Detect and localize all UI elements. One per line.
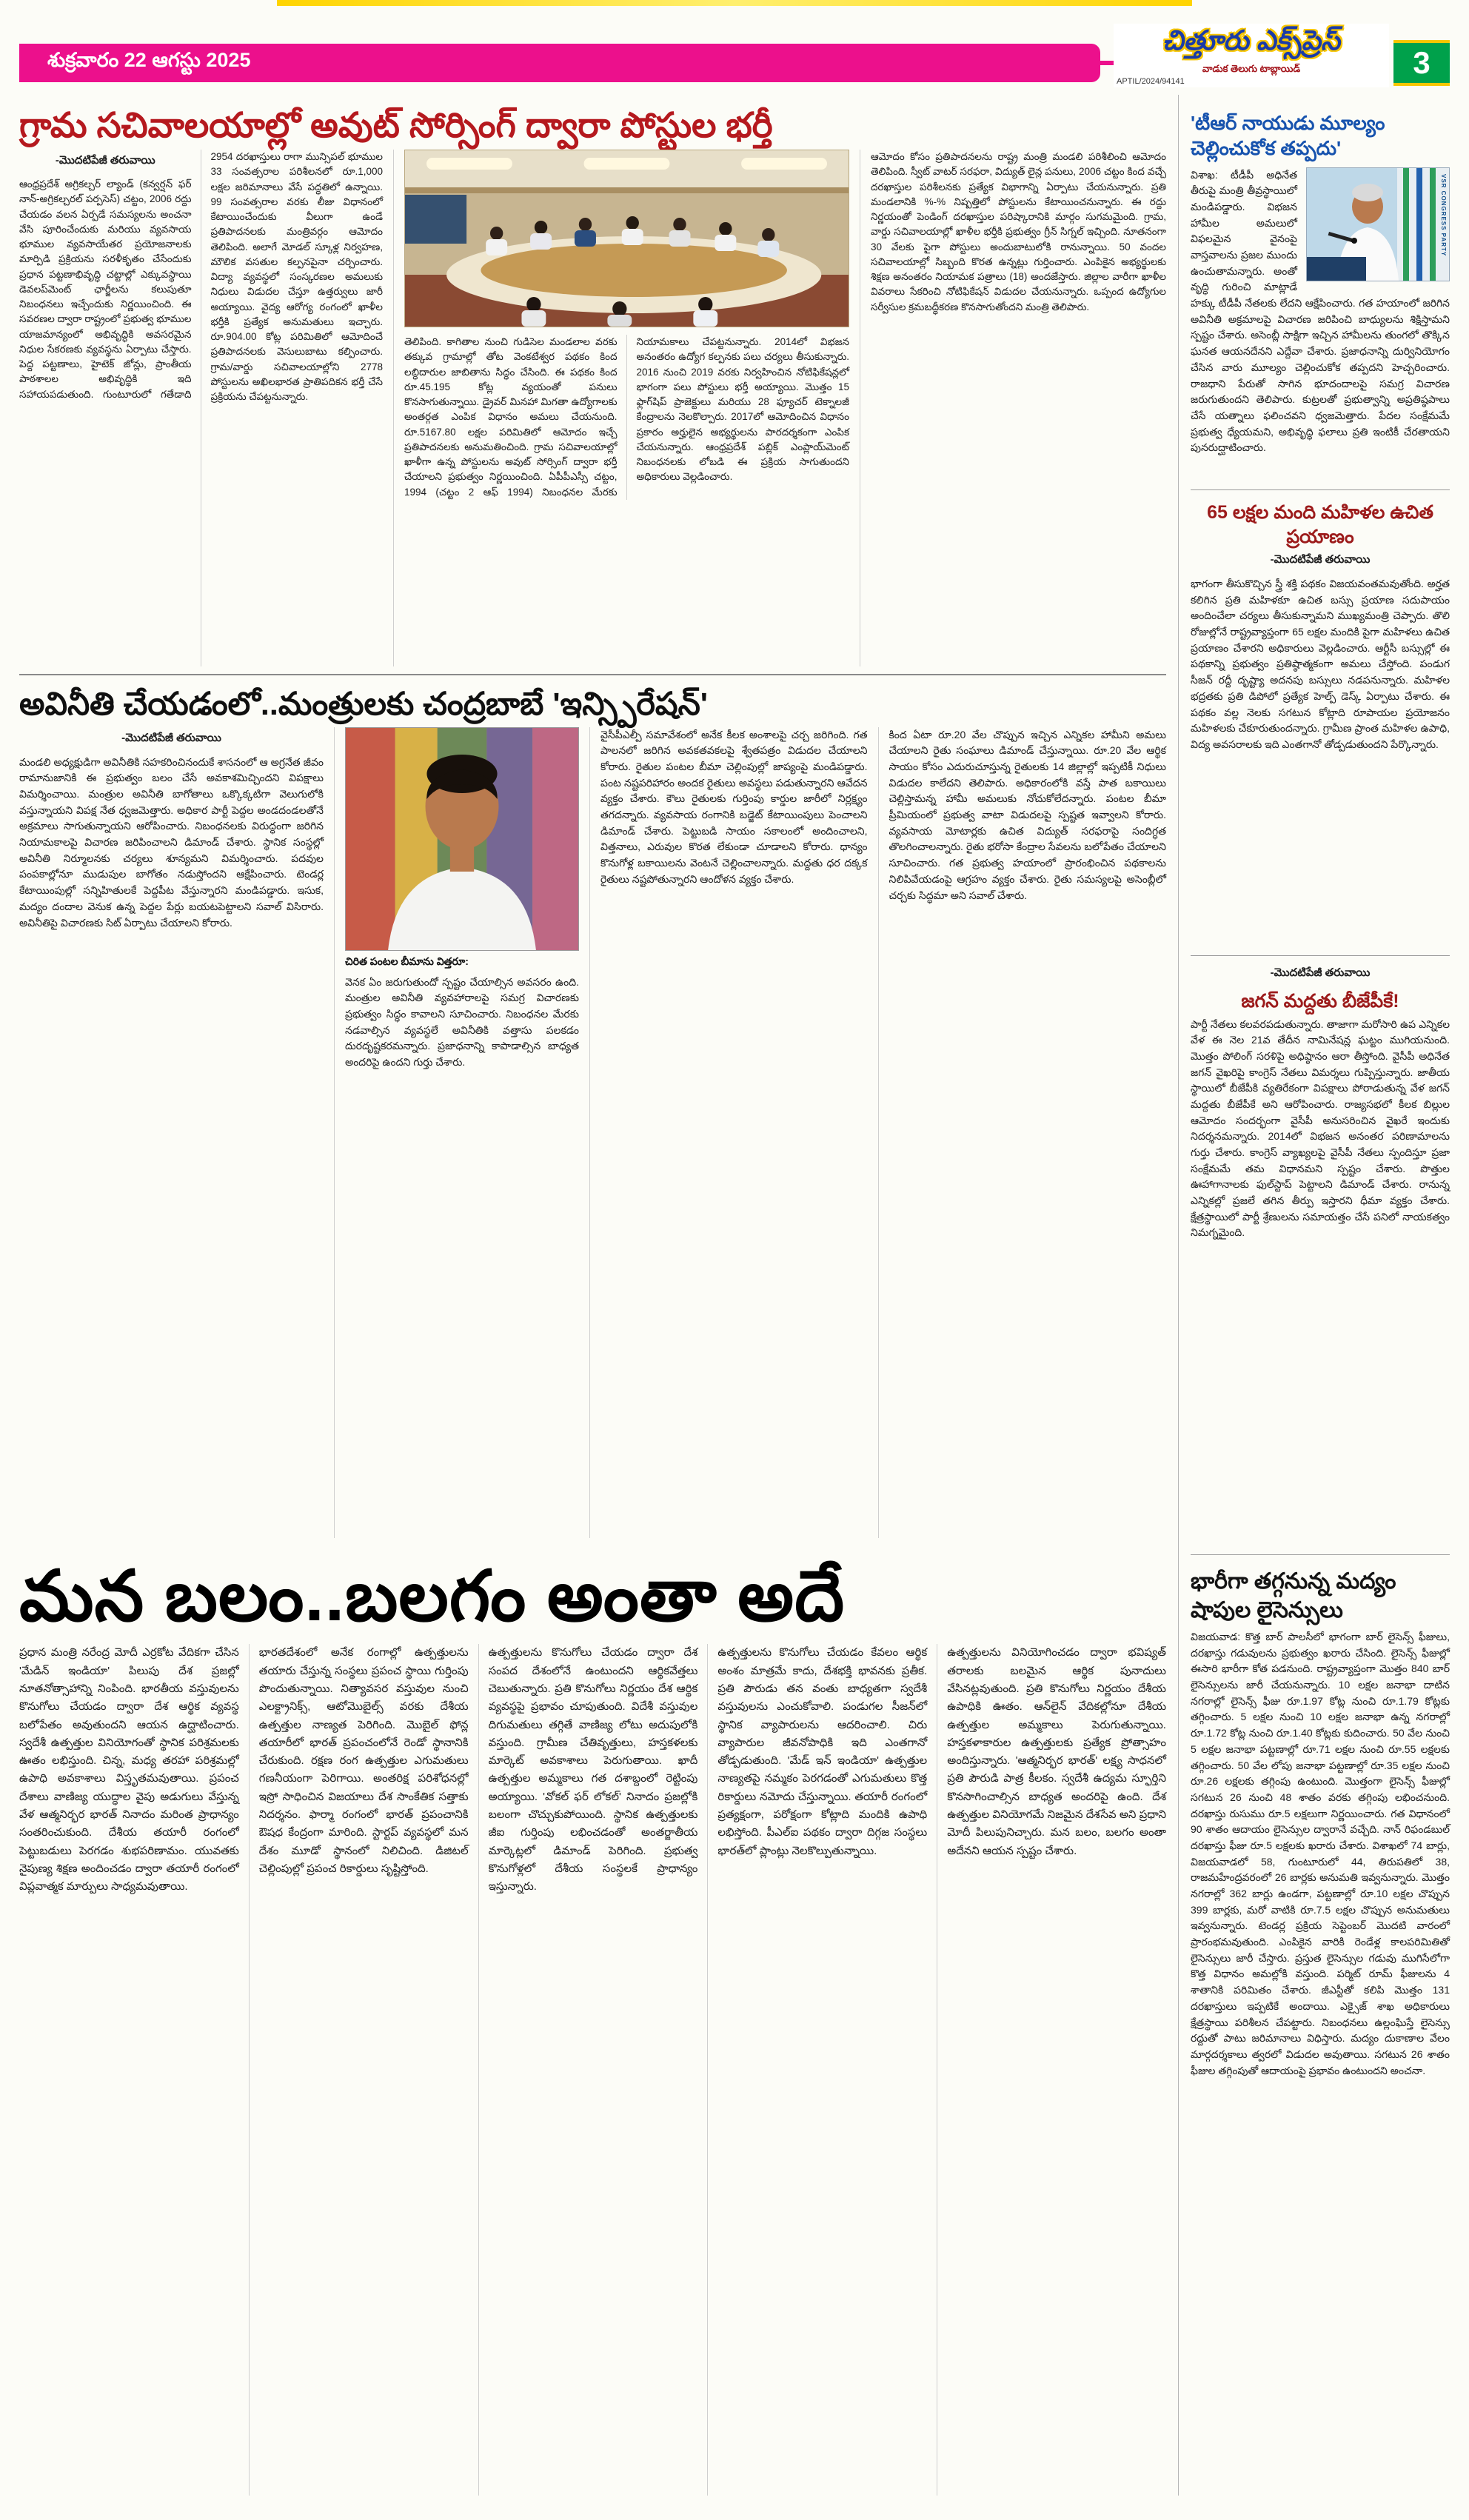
portrait-photo-art <box>346 728 578 950</box>
article-liquor-licenses <box>1191 1554 1450 2079</box>
article-column-4: ఉత్పత్తులను కొనుగోలు చేయడం కేవలం ఆర్థిక అంశం మాత్రమే కాదు, దేశభక్తి భావనకు ప్రతీక. ప్రతి పౌరుడు తన వంతు బాధ్యతగా స్వదేశీ వస్తువులను ఎంచుకోవాలి. పండుగల సీజన్‌లో స్థానిక వ్యాపారులను ఆదరించాలి. చిరు వ్యాపారుల జీవనోపాధికి ఇది ఎంతగానో తోడ్పడుతుంది. 'మేడ్ ఇన్ ఇండియా' ఉత్పత్తుల నాణ్యతపై నమ్మకం పెరగడంతో ఎగుమతులు కొత్త రికార్డులు నమోదు చేస్తున్నాయి. తయారీ రంగంలో ప్రత్యక్షంగా, పరోక్షంగా కోట్లాది మందికి ఉపాధి లభిస్తోంది. పీఎల్ఐ పథకం ద్వారా దిగ్గజ సంస్థలు భారత్‌లో ప్లాంట్లు నెలకొల్పుతున్నాయి. <box>707 1644 937 2496</box>
article-column-5: ఉత్పత్తులను వినియోగించడం ద్వారా భవిష్యత్ తరాలకు బలమైన ఆర్థిక పునాదులు వేసినట్లవుతుంది. ప్రతి కొనుగోలు నిర్ణయం దేశీయ ఉపాధికి ఊతం. ఆన్‌లైన్ వేదికల్లోనూ దేశీయ ఉత్పత్తుల అమ్మకాలు పెరుగుతున్నాయి. హస్తకళాకారుల ఉత్పత్తులకు ప్రత్యేక ప్రోత్సాహం అందిస్తున్నారు. 'ఆత్మనిర్భర భారత్' లక్ష్య సాధనలో ప్రతి పౌరుడి పాత్ర కీలకం. స్వదేశీ ఉద్యమ స్ఫూర్తిని కొనసాగించాల్సిన బాధ్యత అందరిపై ఉంది. దేశ ఉత్పత్తుల వినియోగమే నిజమైన దేశసేవ అని ప్రధాని మోదీ పిలుపునిచ్చారు. మన బలం, బలగం అంతా అదేనని ఆయన స్పష్టం చేశారు. <box>937 1644 1166 2496</box>
speaker-podium-photo <box>1306 167 1450 281</box>
paper-logo <box>1114 24 1389 87</box>
article-text: భాగంగా తీసుకొచ్చిన స్త్రీ శక్తి పథకం విజయవంతమవుతోంది. అర్హత కలిగిన ప్రతి మహిళకూ ఉచిత బస్సు ప్రయాణ సదుపాయం అందించేలా చర్యలు తీసుకున్నామని ముఖ్యమంత్రి చెప్పారు. తొలి రోజుల్లోనే రాష్ట్రవ్యాప్తంగా 65 లక్షల మందికి పైగా మహిళలు ఉచిత ప్రయాణం చేశారని అధికారులు వెల్లడించారు. ఆర్టీసీ బస్సుల్లో ఈ పథకాన్ని ప్రభుత్వం ప్రతిష్ఠాత్మకంగా అమలు చేస్తోంది. పండుగ సీజన్ రద్దీ దృష్ట్యా అదనపు బస్సులు నడపనున్నారు. మహిళల భద్రతకు ప్రతి డిపోలో ప్రత్యేక హెల్ప్ డెస్క్ ఏర్పాటు చేశారు. ఈ పథకం వల్ల నెలకు సగటున కోట్లాది రూపాయల ప్రయోజనం మహిళలకు చేకూరుతుందన్నారు. గ్రామీణ ప్రాంత మహిళల ఉపాధి, విద్య అవసరాలకు ఇది ఎంతగానో తోడ్పడుతుందని పేర్కొన్నారు. <box>1191 578 1450 750</box>
article-headline: మన బలం..బలగం అంతా అదే <box>19 1557 846 1636</box>
article-column-left <box>19 150 393 666</box>
article-column-1: ప్రధాన మంత్రి నరేంద్ర మోదీ ఎర్రకోట వేదికగా చేసిన 'మేడిన్ ఇండియా' పిలుపు దేశ ప్రజల్లో నూతనోత్సాహాన్ని నింపింది. భారతీయ వస్తువులను కొనుగోలు చేయడం ద్వారా దేశ ఆర్థిక వ్యవస్థ బలోపేతం అవుతుందని ఆయన ఉద్ఘాటించారు. స్వదేశీ ఉత్పత్తుల వినియోగంతో స్థానిక పరిశ్రమలకు ఊతం లభిస్తుంది. చిన్న, మధ్య తరహా పరిశ్రమల్లో ఉపాధి అవకాశాలు విస్తృతమవుతాయి. ప్రపంచ దేశాలు వాణిజ్య యుద్ధాల వైపు అడుగులు వేస్తున్న వేళ ఆత్మనిర్భర భారత్ నినాదం మరింత ప్రాధాన్యం సంతరించుకుంది. దేశీయ తయారీ రంగంలో పెట్టుబడులు పెరగడం శుభపరిణామం. యువతకు నైపుణ్య శిక్షణ అందించడం ద్వారా తయారీ రంగంలో విప్లవాత్మక మార్పులు సాధ్యమవుతాయి. <box>19 1646 239 1894</box>
article-text: పార్టీ నేతలు కలవరపడుతున్నారు. తాజాగా మరోసారి ఉప ఎన్నికల వేళ ఈ నెల 21వ తేదీన నామినేషన్ల ఘట్టం ముగియనుంది. మొత్తం పోలింగ్ సరళిపై అధిష్ఠానం ఆరా తీస్తోంది. వైసీపీ అధినేత జగన్ వైఖరిపై కాంగ్రెస్ నేతలు విమర్శలు గుప్పిస్తున్నారు. జాతీయ స్థాయిలో బీజేపీకి వ్యతిరేకంగా విపక్షాలు పోరాడుతున్న వేళ జగన్ మద్దతు బీజేపీకే అని ఆరోపించారు. రాజ్యసభలో కీలక బిల్లుల ఆమోదం సందర్భంగా వైసీపీ అనుసరించిన వైఖరే ఇందుకు నిదర్శనమన్నారు. 2014లో విభజన అనంతర పరిణామాలను గుర్తు చేశారు. కాంగ్రెస్ వ్యాఖ్యలపై వైసీపీ నేతలు స్పందిస్తూ ప్రజా సంక్షేమమే తమ విధానమని స్పష్టం చేశారు. పొత్తుల ఊహాగానాలకు ఫుల్‌స్టాప్ పెట్టాలని డిమాండ్ చేశారు. రానున్న ఎన్నికల్లో ప్రజలే తగిన తీర్పు ఇస్తారని ధీమా వ్యక్తం చేశారు. క్షేత్రస్థాయిలో పార్టీ శ్రేణులను సమాయత్తం చేసే పనిలో నాయకత్వం నిమగ్నమైంది. <box>1191 1017 1450 1239</box>
page-number-badge <box>1393 40 1450 86</box>
continued-byline: -మొదటిపేజీ తరువాయి <box>1270 553 1371 566</box>
article-text: వెనక ఏం జరుగుతుందో స్పష్టం చేయాల్సిన అవసరం ఉంది. మంత్రుల అవినీతి వ్యవహారాలపై సమగ్ర విచారణకు ప్రభుత్వం సిద్ధం కావాలని సూచించారు. నిబంధనల మేరకు నడవాల్సిన వ్యవస్థలే అవినీతికి వత్తాసు పలకడం దురదృష్టకరమన్నారు. ప్రజాధనాన్ని కాపాడాల్సిన బాధ్యత అందరిపై ఉందని గుర్తు చేశారు. <box>345 975 579 1069</box>
article-headline: భారీగా తగ్గనున్న మద్యం షాపుల లైసెన్సులు <box>1191 1569 1396 1622</box>
page-content <box>19 95 1450 2496</box>
article-text: విశాఖ: టీడీపీ అధినేత తీరుపై మంత్రి తీవ్రస్థాయిలో మండిపడ్డారు. విభజన హామీల అమలులో విఫలమైన వైనంపై వాస్తవాలను ప్రజల ముందు ఉంచుతామన్నారు. అంతో వృద్ధి గురించి మాట్లాడే హక్కు టీడీపీ నేతలకు లేదని ఆక్షేపించారు. గత హయాంలో జరిగిన అవినీతి అక్రమాలపై విచారణ జరిపించి బాధ్యులను శిక్షిస్తామని స్పష్టం చేశారు. అసెంబ్లీ సాక్షిగా ఇచ్చిన హామీలను తుంగలో తొక్కిన ఘనత ఆయనదేనని ఎద్దేవా చేశారు. ప్రజాధనాన్ని దుర్వినియోగం చేసిన వారు మూల్యం చెల్లించుకోక తప్పదని హెచ్చరించారు. రాజధాని పేరుతో సాగిన భూదందాలపై సమగ్ర విచారణ జరుగుతుందని తెలిపారు. కుట్రలతో ప్రభుత్వాన్ని అప్రతిష్ఠపాలు చేసే యత్నాలు ఫలించవని ధ్వజమెత్తారు. పేదల సంక్షేమమే ప్రభుత్వ ధ్యేయమని, అభివృద్ధి ఫలాలు ప్రతి ఇంటికీ చేరతాయని పునరుద్ఘాటించారు. <box>1191 168 1450 454</box>
article-photo-column <box>334 727 589 1538</box>
article-naidu <box>1191 102 1450 482</box>
article-column-3: వైసీపీఎల్పీ సమావేశంలో అనేక కీలక అంశాలపై చర్చ జరిగింది. గత పాలనలో జరిగిన అవకతవకలపై శ్వేతపత్రం విడుదల చేయాలని కోరారు. రైతుల పంటల బీమా చెల్లింపుల్లో జాప్యంపై మండిపడ్డారు. పంట నష్టపరిహారం అందక రైతులు అవస్థలు పడుతున్నారని ఆవేదన వ్యక్తం చేశారు. కౌలు రైతులకు గుర్తింపు కార్డుల జారీలో నిర్లక్ష్యం తగదన్నారు. వ్యవసాయ రంగానికి బడ్జెట్ కేటాయింపులు పెంచాలని డిమాండ్ చేశారు. పెట్టుబడి సాయం సకాలంలో అందించాలని, విత్తనాలు, ఎరువుల కొరత లేకుండా చూడాలని కోరారు. ధాన్యం కొనుగోళ్ల బకాయిలను వెంటనే చెల్లించాలన్నారు. మద్దతు ధర దక్కక రైతులు నష్టపోతున్నారని ఆందోళన వ్యక్తం చేశారు. <box>589 727 878 1538</box>
article-column-right: ఆమోదం కోసం ప్రతిపాదనలను రాష్ట్ర మంత్రి మండలి పరిశీలించి ఆమోదం తెలిపింది. స్వీట్ వాటర్ సరఫరా, విద్యుత్ లైన్ల పనులు, 2006 చట్టం కింద వచ్చే దరఖాస్తుల పరిశీలనకు ప్రత్యేక విభాగాన్ని ఏర్పాటు చేయనున్నారు. ప్రతి మండలానికి %-% నిష్పత్తిలో పోస్టులను కేటాయించనున్నారు. ఈ రద్దు నిర్ణయంతో పెండింగ్ దరఖాస్తుల పరిష్కారానికి మార్గం సుగమమైంది. గ్రామ, వార్డు సచివాలయాల్లో ఖాళీల భర్తీకి ప్రభుత్వం గ్రీన్ సిగ్నల్ ఇచ్చింది. నూతనంగా 30 వేలకు పైగా పోస్టులు అందుబాటులోకి రానున్నాయి. 50 వందల సచివాలయాల్లో సిబ్బంది కొరత ఉన్నట్లు గుర్తించారు. ఎంపికైన అభ్యర్థులకు శిక్షణ అనంతరం నియామక పత్రాలు (18) అందజేస్తారు. జిల్లాల వారీగా ఖాళీల వివరాలు సేకరించి నోటిఫికేషన్ విడుదల చేయనున్నారు. ఒప్పంద ఉద్యోగుల సర్వీసుల క్రమబద్ధీకరణ కొనసాగుతోందని మంత్రి తెలిపారు. <box>860 150 1166 666</box>
continued-byline: -మొదటిపేజీ తరువాయి <box>121 731 221 744</box>
date-bar <box>19 44 1100 82</box>
main-column <box>19 95 1179 2496</box>
article-headline: అవినీతి చేయడంలో..మంత్రులకు చంద్రబాబే 'ఇన్స్పిరేషన్' <box>19 686 708 723</box>
podium-photo-art <box>1307 168 1449 281</box>
paper-tagline: వాడుక తెలుగు టాబ్లాయిడ్ <box>1202 63 1301 74</box>
article-column-3: ఉత్పత్తులను కొనుగోలు చేయడం ద్వారా దేశ సంపద దేశంలోనే ఉంటుందని ఆర్థికవేత్తలు చెబుతున్నారు. ప్రతి కొనుగోలు నిర్ణయం దేశ ఆర్థిక వ్యవస్థపై ప్రభావం చూపుతుంది. విదేశీ వస్తువుల దిగుమతులు తగ్గితే వాణిజ్య లోటు అదుపులోకి వస్తుంది. గ్రామీణ చేతివృత్తులు, హస్తకళలకు మార్కెట్ అవకాశాలు పెరుగుతాయి. ఖాదీ ఉత్పత్తుల అమ్మకాలు గత దశాబ్దంలో రెట్టింపు అయ్యాయి. 'వోకల్ ఫర్ లోకల్' నినాదం ప్రజల్లోకి బలంగా చొచ్చుకుపోయింది. స్థానిక ఉత్పత్తులకు జీఐ గుర్తింపు లభించడంతో అంతర్జాతీయ మార్కెట్లలో డిమాండ్ పెరిగింది. ప్రభుత్వ కొనుగోళ్లలో దేశీయ సంస్థలకే ప్రాధాన్యం ఇస్తున్నారు. <box>478 1644 708 2496</box>
continued-byline: -మొదటిపేజీ తరువాయి <box>1270 966 1371 979</box>
minister-portrait-photo <box>345 727 579 951</box>
article-text: విజయవాడ: కొత్త బార్ పాలసీలో భాగంగా బార్ లైసెన్స్ ఫీజులు, దరఖాస్తు గడువులను ప్రభుత్వం ఖరారు చేసింది. లైసెన్స్ ఫీజుల్లో ఈసారి భారీగా కోత పడనుంది. రాష్ట్రవ్యాప్తంగా మొత్తం 840 బార్ లైసెన్సులను జారీ చేయనున్నారు. 10 లక్షల జనాభా దాటిన నగరాల్లో లైసెన్స్ ఫీజు రూ.1.97 కోట్ల నుంచి రూ.1.79 కోట్లకు తగ్గించారు. 5 లక్షల నుంచి 10 లక్షల జనాభా ఉన్న నగరాల్లో రూ.1.72 కోట్ల నుంచి రూ.1.40 కోట్లకు కుదించారు. 50 వేల నుంచి 5 లక్షల జనాభా పట్టణాల్లో రూ.71 లక్షల నుంచి రూ.55 లక్షలకు తగ్గించారు. 50 వేల లోపు జనాభా పట్టణాల్లో రూ.35 లక్షల నుంచి రూ.26 లక్షలకు తగ్గింపు ఉంటుంది. మొత్తంగా లైసెన్స్ ఫీజుల్లో సగటున 26 నుంచి 48 శాతం వరకు తగ్గింపు లభించనుంది. దరఖాస్తు రుసుము రూ.5 లక్షలుగా నిర్ణయించారు. గత విధానంలో 90 శాతం ఆదాయం లైసెన్సుల ద్వారానే వచ్చేది. నాన్ రిఫండబుల్ దరఖాస్తు ఫీజు రూ.5 లక్షలకు ఖరారు చేశారు. విశాఖలో 74 బార్లు, విజయవాడలో 58, గుంటూరులో 44, తిరుపతిలో 38, రాజమహేంద్రవరంలో 26 బార్లకు అనుమతి ఇవ్వనున్నారు. మొత్తం నగరాల్లో 362 బార్లు ఉండగా, పట్టణాల్లో రూ.10 లక్షల చొప్పున 399 బార్లకు, మరో వాటికి రూ.7.5 లక్షల చొప్పున అనుమతులు ఇవ్వనున్నారు. టెండర్ల ప్రక్రియ సెప్టెంబర్ మొదటి వారంలో ప్రారంభమవుతుంది. ఎంపికైన వారికి రెండేళ్ల కాలపరిమితితో లైసెన్సులు జారీ చేస్తారు. ప్రస్తుత లైసెన్సుల గడువు ముగిసేలోగా కొత్త విధానం అమల్లోకి వస్తుంది. పర్మిట్ రూమ్ ఫీజులను 4 శాతానికి పరిమితం చేశారు. జీఎస్టీతో కలిపి మొత్తం 131 దరఖాస్తులు ఇప్పటికే అందాయి. ఎక్సైజ్ శాఖ అధికారులు క్షేత్రస్థాయి పరిశీలన చేపట్టారు. నిబంధనలు ఉల్లంఘిస్తే లైసెన్సు రద్దుతో పాటు జరిమానాలు విధిస్తారు. మద్యం దుకాణాల వేలం మార్గదర్శకాలు త్వరలో విడుదల అవుతాయి. సగటున 26 శాతం ఫీజుల తగ్గింపుతో ఆదాయంపై ప్రభావం ఉంటుందని అంచనా. <box>1191 1631 1450 2076</box>
side-column <box>1179 95 1450 2496</box>
article-text: మండలి అధ్యక్షుడిగా అవినీతికి సహకరించినందుకే శాసనంలో ఆ అగ్రనేత జీవం రామానుజానికి ఈ ప్రభుత్వం బలం చేసే అవకాశమిచ్చిందని విపక్షాలు విమర్శించాయి. మంత్రుల అవినీతి బాగోతాలు ఒక్కొక్కటిగా వెలుగులోకి వస్తున్నాయని విపక్ష నేత ధ్వజమెత్తారు. అధికార పార్టీ పెద్దల అండదండలతోనే అక్రమాలు సాగుతున్నాయని ఆరోపించారు. నిబంధనలకు విరుద్ధంగా జరిగిన నియామకాలపై విచారణ జరిపించాలని డిమాండ్ చేశారు. స్థానిక సంస్థల్లో అవినీతి నిర్మూలనకు చర్యలు శూన్యమని విమర్శించారు. పదవుల పంపకాల్లోనూ ముడుపుల బాగోతం నడుస్తోందని ఆక్షేపించారు. టెండర్ల కేటాయింపుల్లో సన్నిహితులకే పెద్దపీట వేస్తున్నారని మండిపడ్డారు. ఇసుక, మద్యం దందాల వెనుక ఉన్న పెద్దల పేర్లు బయటపెట్టాలని సవాల్ విసిరారు. అవినీతిపై విచారణకు సిట్ ఏర్పాటు చేయాలని కోరారు. <box>19 755 324 929</box>
party-backdrop-text: VSR CONGRESS PARTY <box>1440 173 1447 256</box>
article-column-left <box>19 727 334 1538</box>
article-headline: 'టీఆర్ నాయుడు మూల్యం చెల్లించుకోక తప్పదు' <box>1191 112 1385 159</box>
article-text: ఆంధ్రప్రదేశ్ అగ్రికల్చర్ ల్యాండ్ (కన్వర్షన్ ఫర్ నాన్-అగ్రికల్చరల్ పర్పసెస్) చట్టం, 2006 రద్దు చేయడం వలన ఏర్పడే సమస్యలను అంచనా వేసి పూరించేందుకు మరియు వ్యవసాయ భూముల వ్యవసాయేతర ప్రయోజనాలకు మార్పిడి ప్రక్రియను సరళీకృతం చేసేందుకు ప్రధాన పట్టణాభివృద్ధి చట్టాల్లో ఎక్కువస్థాయి డెవలప్‌మెంట్ ఛార్జీలను కలుపుతూ నిబంధనలు ఇచ్చేందుకు నిర్ణయించింది. ఈ సవరణల ద్వారా రాష్ట్రంలో ప్రభుత్వ భూముల యాజమాన్యంలో అభివృద్ధికి అవసరమైన నిధుల సేకరణకు వ్యవస్థను ఏర్పాటు చేస్తారు. పెద్ద పట్టణాలు, హైటెక్ జోన్లు, ప్రాంతీయ పాఠశాలల అభివృద్ధికి ఇది సహాయపడుతుంది. గుంటూరులో గతేడాది 2954 దరఖాస్తులు రాగా మున్సిపల్ భూముల 33 సంవత్సరాల పరిశీలనలో రూ.1,000 లక్షల జరిమానాలు వేసే పద్ధతిలో ఉన్నాయి. 99 సంవత్సరాల వరకు లీజు విధానంలో కేటాయించేందుకు వీలుగా ఉండే ప్రతిపాదనలకు మంత్రివర్గం ఆమోదం తెలిపింది. అలాగే మోడల్ స్కూళ్ల నిర్వహణ, మౌలిక వసతుల కల్పనపైనా చర్చించారు. విద్యా వ్యవస్థలో సంస్కరణల అమలుకు నిధులు విడుదల చేస్తూ ఉత్తర్వులు జారీ అయ్యాయి. వైద్య ఆరోగ్య రంగంలో ఖాళీల భర్తీకి ప్రత్యేక అనుమతులు ఇచ్చారు. రూ.904.00 కోట్ల పరిమితిలో ఆమోదించే ప్రతిపాదనలకు వెసులుబాటు కల్పించారు. గ్రామ/వార్డు సచివాలయాల్లోని 2778 పోస్టులను అఖిలభారత ప్రాతిపదికన భర్తీ చేసే ప్రక్రియను చేపట్టనున్నారు. <box>19 151 383 403</box>
article-body-grid <box>19 150 1166 666</box>
article-body <box>1191 167 1450 456</box>
continued-byline: -మొదటిపేజీ తరువాయి <box>55 154 155 167</box>
article-mana-balam <box>19 1557 1166 2496</box>
issue-date: శుక్రవారం 22 ఆగస్టు 2025 <box>47 49 251 71</box>
article-jagan-bjp <box>1191 955 1450 1547</box>
cabinet-meeting-photo <box>404 150 849 327</box>
page-edge-decoration <box>277 0 1192 6</box>
article-inspiration <box>19 674 1166 1538</box>
article-column-4: కింద ఏటా రూ.20 వేల చొప్పున ఇచ్చిన ఎన్నికల హామీని అమలు చేయాలని రైతు సంఘాలు డిమాండ్ చేస్తున్నాయి. రూ.20 వేల ఆర్థిక సాయం కోసం ఎదురుచూస్తున్న రైతులకు 14 జిల్లాల్లో ఇప్పటికీ నిధులు విడుదల కాలేదని తెలిపారు. అధికారంలోకి వస్తే పాత బకాయిలు చెల్లిస్తామన్న హామీ అమలుకు నోచుకోలేదన్నారు. పంటల బీమా ప్రీమియంలో ప్రభుత్వ వాటా విడుదలపై స్పష్టత ఇవ్వాలని కోరారు. వ్యవసాయ మోటార్లకు ఉచిత విద్యుత్ సరఫరాపై సందిగ్ధత తొలగించాలన్నారు. రైతు భరోసా కేంద్రాల సేవలను బలోపేతం చేయాలని సూచించారు. గత ప్రభుత్వ హయాంలో ప్రారంభించిన పథకాలను నిలిపివేయడంపై ఆగ్రహం వ్యక్తం చేశారు. రైతు సమస్యలపై అసెంబ్లీలో చర్చకు సిద్ధమా అని సవాల్ చేశారు. <box>878 727 1167 1538</box>
article-headline: జగన్ మద్దతు బీజేపీకే! <box>1241 991 1399 1012</box>
meeting-photo-art <box>405 150 849 327</box>
page-number: 3 <box>1413 45 1430 80</box>
article-body-grid <box>19 727 1166 1538</box>
paper-name: చిత్తూరు ఎక్స్‌ప్రెస్ <box>1162 25 1340 56</box>
masthead <box>19 25 1450 87</box>
article-headline: 65 లక్షల మంది మహిళల ఉచిత ప్రయాణం <box>1207 502 1433 547</box>
article-women-free-travel <box>1191 489 1450 948</box>
article-headline: గ్రామ సచివాలయాల్లో అవుట్ సోర్సింగ్ ద్వారా పోస్టుల భర్తీ <box>19 105 773 144</box>
article-outsourcing-posts <box>19 105 1166 666</box>
article-text: తెలిపింది. కాగితాల నుంచి గుడిసెల మండలాల వరకు తక్కువ గ్రామాల్లో తోట వెంకటేశ్వర పథకం కింద లబ్ధిదారుల జాబితాను సిద్ధం చేసింది. ఈ పథకం కింద రూ.45.195 కోట్ల వ్యయంతో పనులు కొనసాగుతున్నాయి. డ్రైవర్ మినహా మిగతా ఉద్యోగాలకు అంతర్గత ఎంపిక విధానం అమలు చేయనుంది. రూ.5167.80 లక్షల పరిమితిలో ఆమోదం ఇచ్చే ప్రతిపాదనలకు అనుమతించింది. గ్రామ సచివాలయాల్లో ఖాళీగా ఉన్న పోస్టులను అవుట్ సోర్సింగ్ ద్వారా భర్తీ చేయాలని ప్రభుత్వం నిర్ణయించింది. ఏపీపీఎస్సీ చట్టం, 1994 (చట్టం 2 ఆఫ్ 1994) నిబంధనల మేరకు నియామకాలు చేపట్టనున్నారు. 2014లో విభజన అనంతరం ఉద్యోగ కల్పనకు పలు చర్యలు తీసుకున్నారు. 2016 నుంచి 2019 వరకు నిర్వహించిన నోటిఫికేషన్లలో భాగంగా పలు పోస్టులు భర్తీ అయ్యాయి. మొత్తం 15 ఫ్లాగ్‌షిప్ ప్రాజెక్టులు మరియు 28 ఫ్యూచర్ టెక్నాలజీ కేంద్రాలను నెలకొల్పారు. 2017లో ఆమోదించిన విధానం ప్రకారం అర్హులైన అభ్యర్థులను పారదర్శకంగా ఎంపిక చేయనున్నారు. ఆంధ్రప్రదేశ్ పబ్లిక్ ఎంప్లాయ్‌మెంట్ నిబంధనలకు లోబడి ఈ ప్రక్రియ సాగుతుందని అధికారులు వెల్లడించారు. <box>404 336 849 498</box>
article-column-middle <box>393 150 860 666</box>
article-body-grid <box>19 1644 1166 2496</box>
article-column-2: భారతదేశంలో అనేక రంగాల్లో ఉత్పత్తులను తయారు చేస్తున్న సంస్థలు ప్రపంచ స్థాయి గుర్తింపు పొందుతున్నాయి. నిత్యావసర వస్తువుల నుంచి ఎలక్ట్రానిక్స్, ఆటోమొబైల్స్ వరకు దేశీయ ఉత్పత్తుల నాణ్యత పెరిగింది. మొబైల్ ఫోన్ల తయారీలో భారత్ ప్రపంచంలోనే రెండో స్థానానికి చేరుకుంది. రక్షణ రంగ ఉత్పత్తుల ఎగుమతులు గణనీయంగా పెరిగాయి. అంతరిక్ష పరిశోధనల్లో ఇస్రో సాధించిన విజయాలు దేశ సాంకేతిక సత్తాకు నిదర్శనం. ఫార్మా రంగంలో భారత్ ప్రపంచానికి ఔషధ కేంద్రంగా మారింది. స్టార్టప్ వ్యవస్థలో మన దేశం మూడో స్థానంలో నిలిచింది. డిజిటల్ చెల్లింపుల్లో ప్రపంచ రికార్డులు సృష్టిస్తోంది. <box>249 1644 478 2496</box>
photo-caption: చిరిత పంటల బీమాను విత్తరూ: <box>345 955 469 967</box>
registration-number: APTIL/2024/94141 <box>1117 77 1185 86</box>
